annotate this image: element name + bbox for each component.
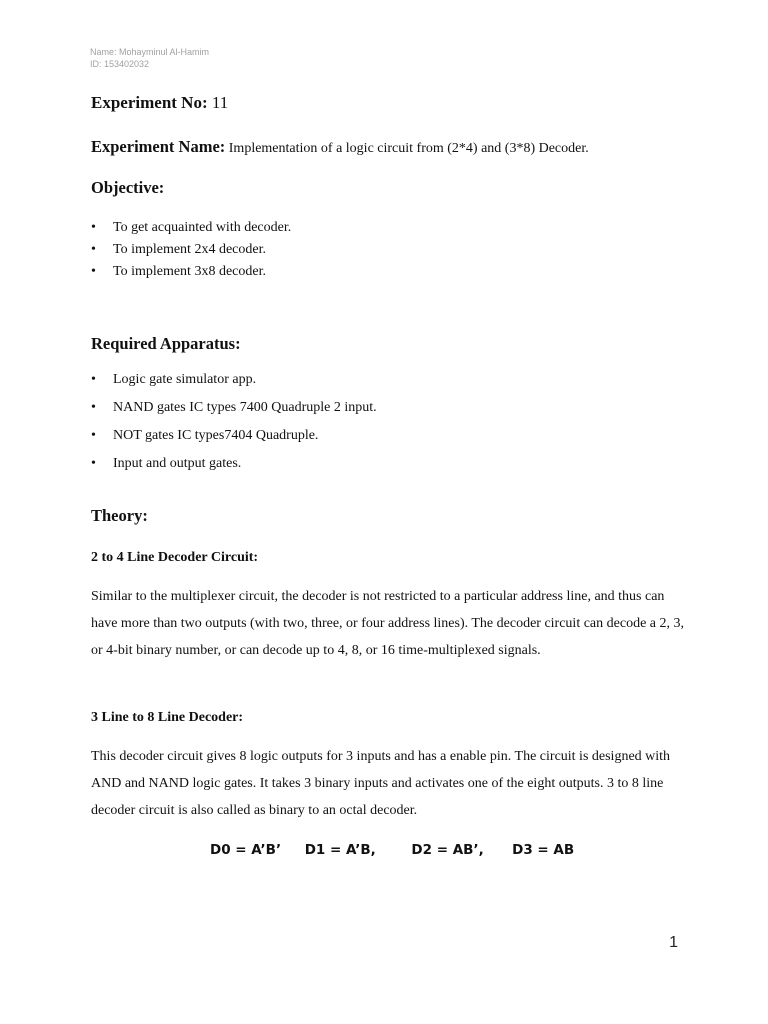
list-item: • Logic gate simulator app.	[91, 372, 257, 387]
equation-d2: D2 = AB’,	[411, 842, 484, 858]
equation-d1: D1 = A’B,	[304, 842, 376, 858]
objective-heading: Objective:	[91, 178, 165, 197]
bullet-icon: •	[91, 220, 96, 235]
bullet-icon: •	[91, 456, 96, 471]
experiment-number-value: 11	[211, 93, 229, 112]
experiment-number-label: Experiment No:	[91, 93, 208, 112]
bullet-icon: •	[91, 264, 96, 279]
page-number: 1	[669, 934, 678, 951]
equation-d3: D3 = AB	[512, 842, 575, 858]
decoder-3to8-paragraph: This decoder circuit gives 8 logic outputs for 3 inputs and has a enable pin. The circuit is designed with AND and NAND logic gates. It takes 3 binary inputs and activates one of the eight outputs. 3 to 8 line decoder circuit is also called as binary to an octal decoder.	[91, 749, 671, 818]
list-item: • NAND gates IC types 7400 Quadruple 2 input.	[91, 400, 377, 415]
decoder-2to4-paragraph: Similar to the multiplexer circuit, the decoder is not restricted to a particular address line, and thus can have more than two outputs (with two, three, or four address lines). The decoder circuit can decode a 2, 3, or 4-bit binary number, or can decode up to 4, 8, or 16 time-multiplexed signals.	[91, 589, 684, 658]
experiment-name	[91, 137, 589, 157]
objective-list	[91, 220, 291, 286]
apparatus-heading: Required Apparatus:	[91, 334, 241, 353]
decoder-2to4-heading: 2 to 4 Line Decoder Circuit:	[91, 550, 259, 565]
equation-d0: D0 = A’B’	[210, 842, 282, 858]
author-name: Name: Mohayminul Al-Hamim	[90, 47, 210, 57]
list-item: • To implement 2x4 decoder.	[91, 242, 266, 257]
bullet-icon: •	[91, 372, 96, 387]
apparatus-list	[91, 372, 377, 484]
bullet-icon: •	[91, 428, 96, 443]
list-item: • NOT gates IC types7404 Quadruple.	[91, 428, 319, 443]
bullet-icon: •	[91, 400, 96, 415]
bullet-icon: •	[91, 242, 96, 257]
list-item: • Input and output gates.	[91, 456, 242, 471]
theory-heading: Theory:	[91, 506, 148, 525]
author-id: ID: 153402032	[90, 59, 150, 69]
list-item: • To get acquainted with decoder.	[91, 220, 292, 235]
experiment-number	[91, 93, 228, 113]
author-header	[90, 46, 209, 70]
list-item: • To implement 3x8 decoder.	[91, 264, 266, 279]
decoder-equations	[210, 842, 574, 858]
experiment-name-value: Implementation of a logic circuit from (2*4) and (3*8) Decoder.	[228, 141, 589, 156]
experiment-name-label: Experiment Name:	[91, 137, 226, 156]
decoder-3to8-heading: 3 Line to 8 Line Decoder:	[91, 710, 244, 725]
